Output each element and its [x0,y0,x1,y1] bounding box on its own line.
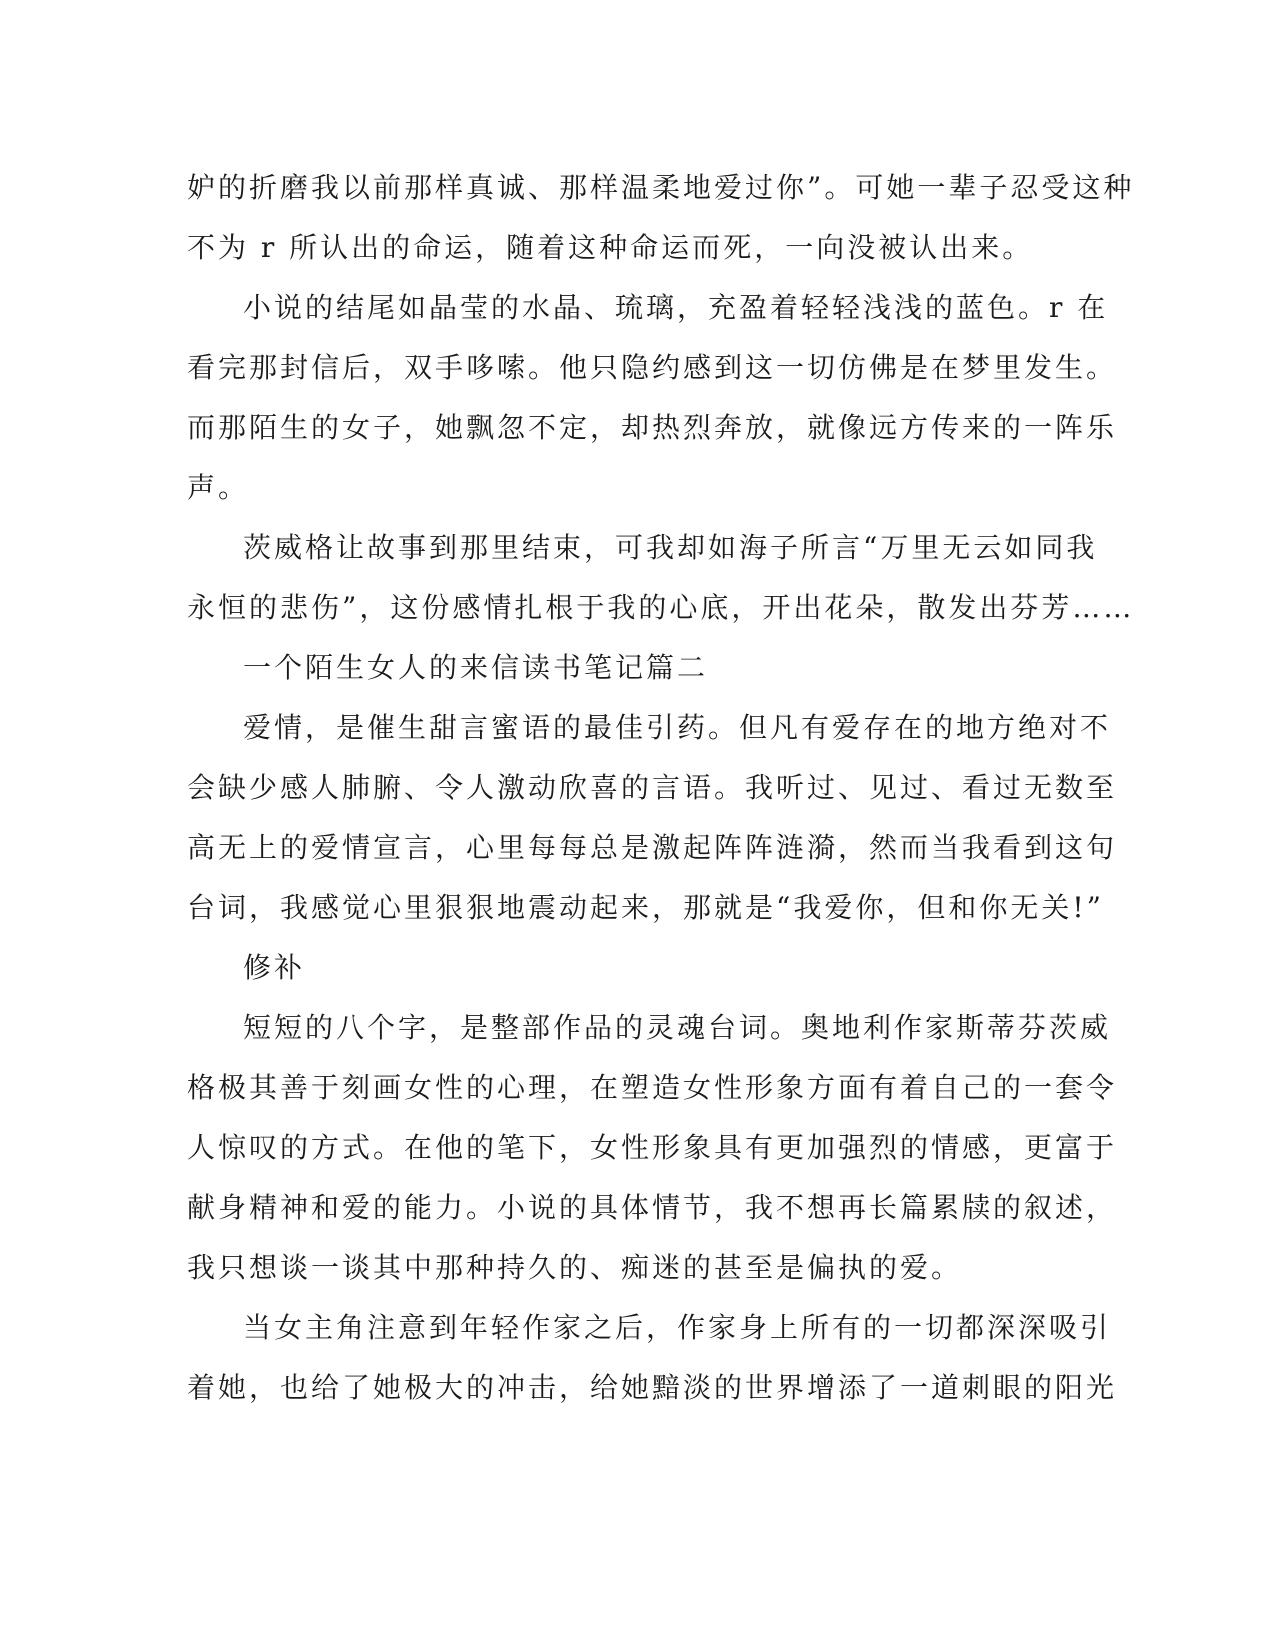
heading-line: 一个陌生女人的来信读书笔记篇二 [243,651,709,684]
text-line: 高无上的爱情宣言，心里每每总是激起阵阵涟漪，然而当我看到这句 [187,831,1118,864]
text-line: 不为 r 所认出的命运，随着这种命运而死，一向没被认出来。 [187,231,1034,264]
text-line: 献身精神和爱的能力。小说的具体情节，我不想再长篇累牍的叙述， [187,1191,1118,1224]
text-line: 人惊叹的方式。在他的笔下，女性形象具有更加强烈的情感，更富于 [187,1131,1118,1164]
paragraph-1 [187,158,1135,278]
text-line: 爱情，是催生甜言蜜语的最佳引药。但凡有爱存在的地方绝对不 [243,711,1112,744]
text-line: 我只想谈一谈其中那种持久的、痴迷的甚至是偏执的爱。 [187,1251,963,1284]
paragraph-4 [187,698,1118,938]
text-line: 永恒的悲伤”，这份感情扎根于我的心底，开出花朵，散发出芬芳…… [187,591,1135,624]
text-line: 格极其善于刻画女性的心理，在塑造女性形象方面有着自己的一套令 [187,1071,1118,1104]
text-line: 会缺少感人肺腑、令人激动欣喜的言语。我听过、见过、看过无数至 [187,771,1118,804]
text-line: 而那陌生的女子，她飘忽不定，却热烈奔放，就像远方传来的一阵乐 [187,411,1118,444]
text-line: 短短的八个字，是整部作品的灵魂台词。奥地利作家斯蒂芬茨威 [243,1011,1112,1044]
paragraph-7 [187,1298,1118,1418]
text-line: 声。 [187,471,250,504]
paragraph-6 [187,998,1118,1298]
text-line: 妒的折磨我以前那样真诚、那样温柔地爱过你”。可她一辈子忍受这种 [187,171,1135,204]
text-line: 看完那封信后，双手哆嗦。他只隐约感到这一切仿佛是在梦里发生。 [187,351,1118,384]
paragraph-5 [187,938,1067,998]
text-line: 修补 [243,951,306,984]
body-text [187,158,1135,1418]
section-heading [187,638,1067,698]
paragraph-3 [187,518,1135,638]
text-line: 当女主角注意到年轻作家之后，作家身上所有的一切都深深吸引 [243,1311,1112,1344]
paragraph-2 [187,278,1118,518]
text-line: 着她，也给了她极大的冲击，给她黯淡的世界增添了一道刺眼的阳光 [187,1371,1118,1404]
text-line: 台词，我感觉心里狠狠地震动起来，那就是“我爱你，但和你无关!” [187,891,1104,924]
text-line: 小说的结尾如晶莹的水晶、琉璃，充盈着轻轻浅浅的蓝色。r 在 [243,291,1109,324]
text-line: 茨威格让故事到那里结束，可我却如海子所言“万里无云如同我 [243,531,1098,564]
